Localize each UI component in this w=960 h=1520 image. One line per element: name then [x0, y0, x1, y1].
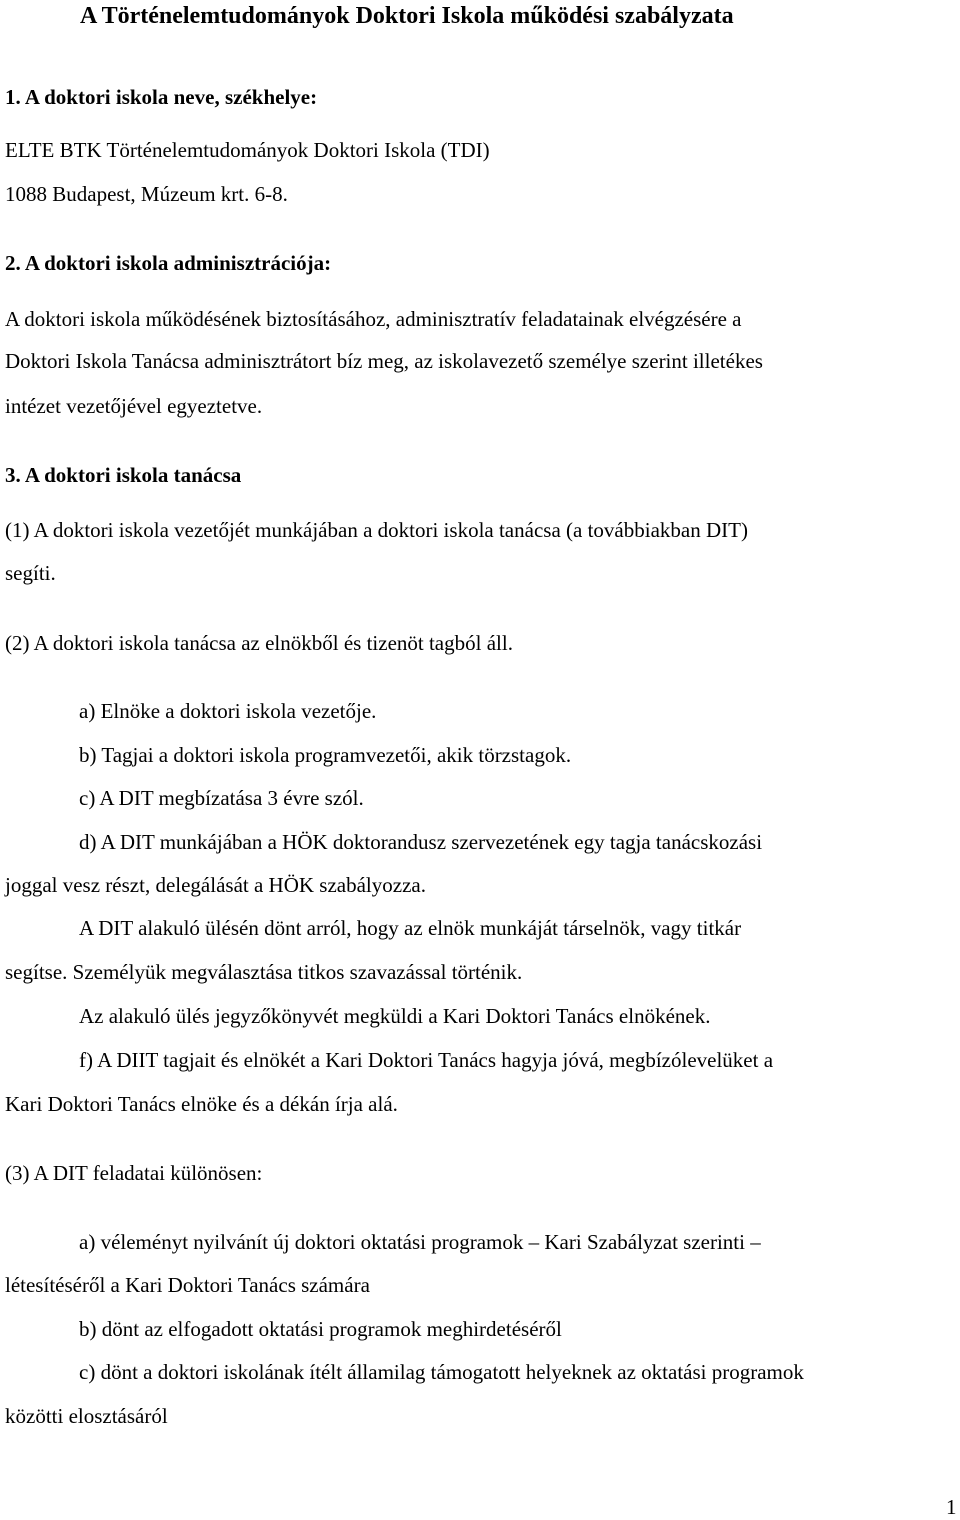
- section-2-line: intézet vezetőjével egyeztetve.: [5, 394, 263, 418]
- section-2-line: Doktori Iskola Tanácsa adminisztrátort bíz meg, az iskolavezető személye szerint illetékes: [5, 349, 763, 373]
- task-a-continuation: létesítéséről a Kari Doktori Tanács számára: [5, 1273, 370, 1297]
- document-title: A Történelemtudományok Doktori Iskola működési szabályzata: [80, 3, 734, 29]
- paragraph-1-line: (1) A doktori iskola vezetőjét munkájában a doktori iskola tanácsa (a továbbiakban DIT): [5, 518, 748, 542]
- list-item-b: b) Tagjai a doktori iskola programvezetői, akik törzstagok.: [79, 743, 572, 767]
- list-item-f-continuation: Kari Doktori Tanács elnöke és a dékán írja alá.: [5, 1092, 398, 1116]
- list-item-a: a) Elnöke a doktori iskola vezetője.: [79, 699, 377, 723]
- paragraph-3: (3) A DIT feladatai különösen:: [5, 1161, 263, 1185]
- list-item-d: d) A DIT munkájában a HÖK doktorandusz szervezetének egy tagja tanácskozási: [79, 830, 763, 854]
- section-2-line: A doktori iskola működésének biztosításához, adminisztratív feladatainak elvégzésére a: [5, 307, 742, 331]
- task-c-continuation: közötti elosztásáról: [5, 1404, 168, 1428]
- list-item-f: f) A DIIT tagjait és elnökét a Kari Doktori Tanács hagyja jóvá, megbízólevelüket a: [79, 1048, 774, 1072]
- school-name: ELTE BTK Történelemtudományok Doktori Iskola (TDI): [5, 138, 490, 162]
- school-address: 1088 Budapest, Múzeum krt. 6-8.: [5, 182, 288, 206]
- task-a: a) véleményt nyilvánít új doktori oktatási programok – Kari Szabályzat szerinti –: [79, 1230, 761, 1254]
- list-item-d-continuation: joggal vesz részt, delegálását a HÖK szabályozza.: [5, 873, 426, 897]
- list-item-c: c) A DIT megbízatása 3 évre szól.: [79, 786, 364, 810]
- paragraph-2: (2) A doktori iskola tanácsa az elnökből és tizenöt tagból áll.: [5, 631, 513, 655]
- list-item-e2: Az alakuló ülés jegyzőkönyvét megküldi a Kari Doktori Tanács elnökének.: [79, 1004, 711, 1028]
- section-2-heading: 2. A doktori iskola adminisztrációja:: [5, 251, 332, 275]
- section-3-heading: 3. A doktori iskola tanácsa: [5, 463, 242, 487]
- section-1-heading: 1. A doktori iskola neve, székhelye:: [5, 85, 318, 109]
- list-item-e: A DIT alakuló ülésén dönt arról, hogy az elnök munkáját társelnök, vagy titkár: [79, 916, 742, 940]
- paragraph-1-line: segíti.: [5, 561, 56, 585]
- page-number: 1: [946, 1495, 957, 1519]
- task-b: b) dönt az elfogadott oktatási programok meghirdetéséről: [79, 1317, 562, 1341]
- list-item-e-continuation: segítse. Személyük megválasztása titkos szavazással történik.: [5, 960, 523, 984]
- task-c: c) dönt a doktori iskolának ítélt államilag támogatott helyeknek az oktatási programok: [79, 1360, 804, 1384]
